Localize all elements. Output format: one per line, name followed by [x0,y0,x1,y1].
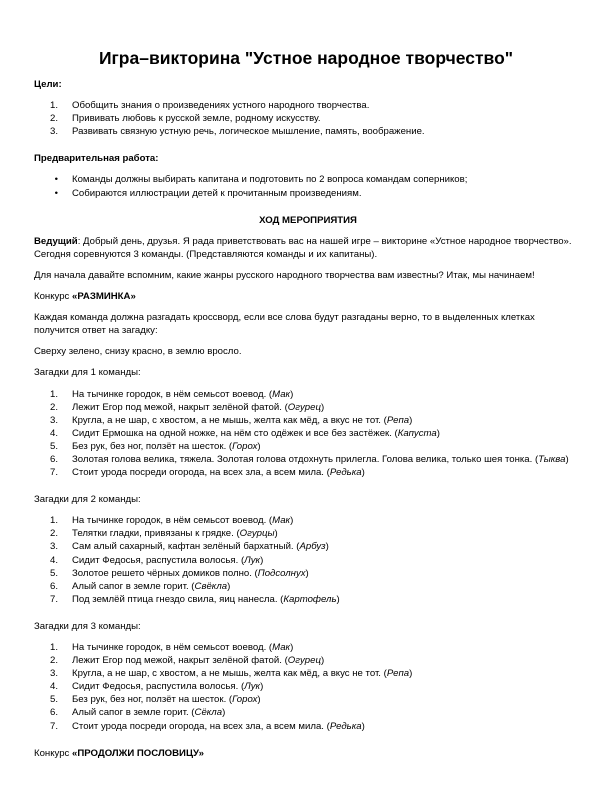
list-item: 3. Кругла, а не шар, с хвостом, а не мышь, желта как мёд, а вкус не тот. (Репа) [49,668,413,680]
contest-warmup-heading: Конкурс «РАЗМИНКА» [34,291,136,303]
list-item: 6. Алый сапог в земле горит. (Свёкла) [49,580,231,592]
bullet-icon: • [54,187,58,199]
list-item: 2. Лежит Егор под межой, накрыт зелёной фатой. (Огурец) [49,655,325,667]
prep-label: Предварительная работа: [34,153,159,165]
document-body [34,78,582,760]
list-item: 6. Алый сапог в земле горит. (Сёкла) [49,707,226,719]
list-item: 3. Сам алый сахарный, кафтан зелёный бархатный. (Арбуз) [49,541,329,553]
list-item: 5. Без рук, без ног, ползёт на шесток. (Горох) [49,440,261,452]
event-heading: ХОД МЕРОПРИЯТИЯ [259,214,357,226]
list-item: 4. Сидит Федосья, распустила волосья. (Лук) [49,681,264,693]
list-item: 4. Сидит Ермошка на одной ножке, на нём сто одёжек и все без застёжек. (Капуста) [49,427,440,439]
list-item: 1. Обобщить знания о произведениях устного народного творчества. [49,100,370,112]
team3-riddles [34,641,582,733]
goals-label: Цели: [34,79,62,90]
team3-label: Загадки для 3 команды: [34,620,141,632]
list-item: 3. Кругла, а не шар, с хвостом, а не мышь, желта как мёд, а вкус не тот. (Репа) [49,414,413,426]
list-item: 7. Под землёй птица гнездо свила, яиц нанесла. (Картофель) [49,593,340,605]
list-item: 1. На тычинке городок, в нём семьсот воевод. (Мак) [49,642,294,653]
list-item: 2. Лежит Егор под межой, накрыт зелёной фатой. (Огурец) [49,401,325,413]
team2-riddles [34,514,582,606]
list-item: 4. Сидит Федосья, распустила волосья. (Лук) [49,554,264,566]
list-item: 2. Прививать любовь к русской земле, родному искусству. [49,113,321,125]
contest-warmup-desc: Каждая команда должна разгадать кроссворд, если все слова будут разгаданы верно, то в выделенных клетках получится ответ на загадку: [34,312,535,337]
list-item: 1. На тычинке городок, в нём семьсот воевод. (Мак) [49,515,294,527]
list-item: 6. Золотая голова велика, тяжела. Золотая голова отдохнуть прилегла. Голова велика, только шея тонка. (Тыква) [49,453,569,465]
team1-label: Загадки для 1 команды: [34,367,141,379]
list-item: 3. Развивать связную устную речь, логическое мышление, память, воображение. [49,126,425,138]
list-item: 5. Золотое решето чёрных домиков полно. (Подсолнух) [49,567,309,579]
list-item: • Команды должны выбирать капитана и подготовить по 2 вопроса командам соперников; [34,173,582,186]
goals-list [34,99,582,138]
list-item: 5. Без рук, без ног, ползёт на шесток. (Горох) [49,694,261,706]
contest-proverb-heading: Конкурс «ПРОДОЛЖИ ПОСЛОВИЦУ» [34,747,204,759]
prep-list [34,173,582,199]
list-item: 7. Стоит урода посреди огорода, на всех зла, а всем мила. (Редька) [49,467,365,479]
team2-label: Загадки для 2 команды: [34,494,141,506]
team1-riddles [34,388,582,480]
list-item: 2. Телятки гладки, привязаны к грядке. (Огурцы) [49,528,278,540]
list-item: 1. На тычинке городок, в нём семьсот воевод. (Мак) [49,388,294,400]
bullet-icon: • [54,174,58,186]
intro-paragraph-2: Для начала давайте вспомним, какие жанры русского народного творчества вам известны? Итак, мы начинаем! [34,269,535,281]
list-item: • Собираются иллюстрации детей к прочитанным произведениям. [34,187,582,200]
list-item: 7. Стоит урода посреди огорода, на всех зла, а всем мила. (Редька) [49,720,365,732]
intro-paragraph: Ведущий: Добрый день, друзья. Я рада приветствовать вас на нашей игре – викторине «Устное народное творчество». Сегодня соревнуются 3 команды. (Представляются команды и их капитаны). [34,235,572,260]
main-riddle: Сверху зелено, снизу красно, в землю вросло. [34,346,242,358]
page-title: Игра–викторина "Устное народное творчество" [98,48,514,68]
